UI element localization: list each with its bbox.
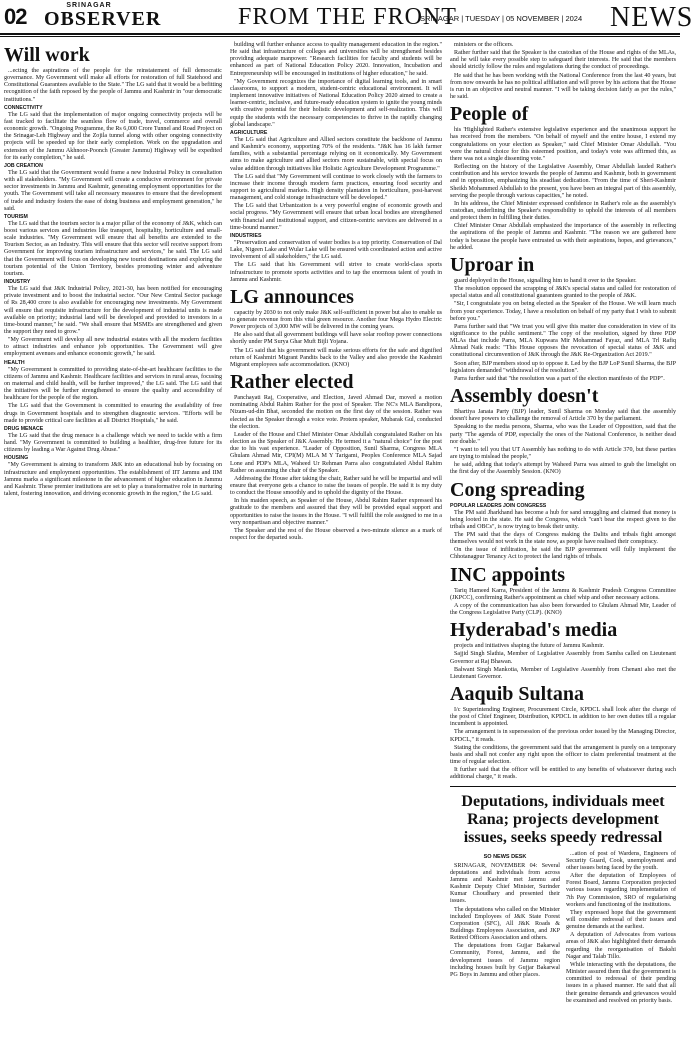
- article-paragraph: Stating the conditions, the government said that the arrangement is purely on a temporary basis and shall not confer any right upon the officer to claim preferential treatment at the time of regular selection.: [450, 744, 676, 766]
- article-paragraph: The LG said that the drug menace is a challenge which we need to tackle with a firm hand. "My Government is committed to building a healthier, drug-free future for its citizens by leading a War Against Drug Abuse.": [4, 432, 222, 454]
- masthead: [0, 0, 693, 36]
- article-paragraph: On the issue of infiltration, he said the BJP government will fully implement the Chhotanagpur Tenancy Act to protect the land rights of tribals.: [450, 547, 676, 561]
- article-paragraph: projects and initiatives shaping the future of Jammu Kashmir.: [454, 643, 605, 650]
- article-paragraph: The deputations who called on the Minister included Employees of J&K State Forest Corporation (SFC), All J&K Roads & Buildings Employees Association, and JKP Retired Officers Association and others.: [450, 906, 560, 942]
- article-paragraph: Sajjid Singh Slathia, Member of Legislative Assembly from Samba called on Lieutenant Governor at Raj Bhawan.: [450, 651, 676, 665]
- headline-aaquib-sultana: Aaquib Sultana: [450, 683, 584, 705]
- article-paragraph: It further said that the officer will be entitled to any benefits of whatsoever during such additional charge," it reads.: [450, 767, 676, 781]
- article-paragraph: Balwant Singh Mankotia, Member of Legislative Assembly from Chenani also met the Lieutenant Governor.: [450, 666, 676, 680]
- article-paragraph: A deputation of Advocates from various areas of J&K also highlighted their demands regarding the reorganisation of Bakshi Nagar and Talab Tillo.: [566, 932, 676, 960]
- deputations-left-col: [450, 851, 560, 1006]
- subhead: HOUSING: [4, 455, 29, 462]
- article-paragraph: Speaking to the media persons, Sharma, who was the Leader of Opposition, said that the party "The agenda of PDP, especially the ones of the National Conference, is neither dead nor doable.": [450, 424, 676, 445]
- headline-hyderabads-media: Hyderabad's media: [450, 619, 618, 642]
- subhead: INDUSTRY: [4, 279, 31, 286]
- article-paragraph: The LG said that the Government is committed to ensuring the availability of free drugs in Government hospitals and to strengthen diagnostic services. "Efforts will be made to provide critical care facilities at all District Hospitals," he said.: [4, 403, 222, 424]
- logo-name: OBSERVER: [44, 8, 162, 30]
- deputations-right-col: [566, 851, 676, 1006]
- subhead: TOURISM: [4, 213, 28, 220]
- article-paragraph: The LG said that the Government would frame a new Industrial Policy in consultation with all stakeholders. "My Government will create a conducive environment for private sector investments in Jammu and Kashmir, generating employment opportunities for the youth. The Government will take all necessary measures to ensure that the development of trade and industry fosters the ease of doing business and employment generation," he said.: [4, 169, 222, 212]
- article-paragraph: building will further enhance access to quality management education in the region." He said that infrastructure of colleges and universities will be strengthened besides providing adequate manpower. "Research facilities for faculty and students will be enhanced as part of National Education Policy 2020. Innovation, Incubation and Entrepreneurship will be encouraged in institutions of higher education," he said.: [230, 42, 442, 77]
- section-title: FROM THE FRONT: [238, 4, 457, 30]
- article-paragraph: The Speaker and the rest of the House observed a two-minute silence as a mark of respect for the departed souls.: [230, 527, 442, 542]
- article-paragraph: While interacting with the deputations, the Minister assured them that the government is committed to redressal of their pending issues in a phased manner. He said that all their genuine demands and grievances would be examined and resolved on priority basis.: [566, 961, 677, 1004]
- article-paragraph: Soon after, BJP members stood up to oppose it. Led by the BJP LoP Sunil Sharma, the BJP legislators demanded "withdrawal of the resolution".: [450, 360, 676, 374]
- article-paragraph: The arrangement is in supersession of the previous order issued by the Managing Director, KPDCL," it reads.: [450, 729, 676, 743]
- article-paragraph: The LG said that Urbanization is a very powerful engine of economic growth and social progress. "My Government will ensure that urban local bodies are strengthened with financial and institutional support, and citizen-centric services are delivered in a time-bound manner.": [230, 203, 442, 231]
- article-paragraph: his 'Highlighted Rather's extensive legislative experience and the unanimous support he has received from the members. "On behalf of myself and the entire house, I extend my congratulations on your election as Speaker," said Chief Minister Omar Abdullah. "You were the natural choice for this esteemed position, and today's vote was affirmed this, as there was not a single dissenting vote.": [450, 127, 676, 162]
- article-paragraph: The LG said that J&K Industrial Policy, 2021-30, has been notified for encouraging private investment and to boost the industrial sector. "Our New Central Sector package of Rs 28,400 crore is also available for encouraging new investments. My Government will ensure that requisite infrastructure for the development of industrial units is made available on priority; industrial land will be developed and provided to investors in a time-bound manner," he said. "We shall ensure that MSMEs are strengthened and given the support they need to grow.": [4, 286, 222, 335]
- article-paragraph: "My Government recognizes the importance of digital learning tools, and in smart classrooms, to support a modern, student-centric educational environment. It will implement innovative initiatives of National Education Policy 2020 aimed to create a learner-centric, inclusive, and future-ready education system to ignite the young minds with creative potential for their holistic development and self-realization. This will equip the students with the necessary competencies to thrive in the rapidly changing global landscape.": [230, 78, 442, 128]
- article-paragraph: "My Government is aiming to transform J&K into an educational hub by focusing on infrastructure and employment opportunities. The establishment of IIT Jammu and IIM Jammu marks a significant milestone in the advancement of higher education in Jammu and Kashmir. These premier institutions are set to play a transformative role in nurturing talent, fostering innovation, and driving economic growth in the region," the LG said.: [4, 462, 222, 497]
- article-paragraph: After the deputation of Employees of Forest Board, Jammu Corporation projected various issues regarding implementation of 7th Pay Commission, SRO of regularising workers and functioning of the institutions.: [566, 873, 676, 908]
- article-paragraph: He also said that all government buildings will have solar rooftop power connections shortly under PM Surya Ghar Muft Bijli Yojana.: [230, 332, 442, 346]
- article-paragraph: SRINAGAR, NOVEMBER 04: Several deputations and individuals from across Jammu and Kashmir met Jammu and Kashmir Deputy Chief Minister, Surinder Kumar Choudhary and presented their issues.: [450, 862, 560, 905]
- article-paragraph: The resolution opposed the scrapping of J&K's special status and called for restoration of special status and all constitutional guarantees granted to the people of J&K.: [450, 286, 676, 300]
- headline-will-work: Will work: [4, 44, 90, 66]
- subhead: AGRICULTURE: [230, 129, 268, 136]
- article-paragraph: Addressing the House after taking the chair, Rather said he will be impartial and will ensure that everyone gets a chance to raise the issues of people. He said it is my duty to conduct the House smoothly and to uphold the dignity of the House.: [230, 475, 442, 497]
- subhead: JOB CREATION: [4, 162, 43, 169]
- article-paragraph: The LG said that his government will make serious efforts for the safe and dignified return of Kashmiri Migrant Pandits back to the Valley and also provide the Kashmiri Migrant employees safe accommodation. (KNO): [230, 347, 442, 368]
- article-paragraph: ministers or the officers.: [454, 42, 514, 48]
- headline-uproar-in: Uproar in: [450, 253, 535, 276]
- article-paragraph: Leader of the House and Chief Minister Omar Abdullah congratulated Rather on his election as the Speaker of J&K Assembly. He termed it a "natural choice" for the post due to his vast experience. "Leader of Opposition, Sunil Sharma, Congress MLA Ghulam Ahmad Mir, CPI(M) MLA M Y Tarigami, Peoples Conference MLA Sajad Lone and PDP's MLA, Waheed Ur Rehman Parra also congratulated Abdul Rahim Rather on assuming the chair of the Speaker.: [230, 431, 442, 474]
- article-paragraph: "I want to tell you that UT Assembly has nothing to do with Article 370, but these parties are trying to mislead the people,": [450, 446, 676, 461]
- masthead-rule: [0, 33, 680, 35]
- divider: [450, 786, 676, 787]
- article-paragraph: Bhartiya Janata Party (BJP) leader, Sunil Sharma on Monday said that the assembly doesn't have powers to challenge the removal of Article 370 by the parliament.: [450, 409, 676, 423]
- article-paragraph: he said, adding that today's attempt by Waheed Parra was aimed to grab the limelight on the first day of the Assembly Session. (KNO): [450, 462, 676, 476]
- headline-people-of: People of: [450, 103, 529, 126]
- article-paragraph: Panchayati Raj, Cooperative, and Election, Javed Ahmad Dar, moved a motion nominating Abdul Rahim Rather for the post of Speaker. The NC's MLA Bandipora, Nizam-ud-din Bhat, seconded the motion on the first day of the session. Rather was elected as the Speaker through a voice vote. Protem speaker, Mubarak Gul, conducted the election.: [230, 395, 442, 430]
- article-paragraph: In his address, the Chief Minister expressed confidence in Rather's role as the assembly's custodian, underlining the Speaker's responsibility to uphold the interests of all members and protect them in fulfilling their duties.: [450, 200, 676, 222]
- subhead: INDUSTRIES: [230, 232, 262, 239]
- article-paragraph: "Sir, I congratulate you on being elected as the Speaker of the House. We will learn much from your experience. Today, I have a resolution on behalf of my party that I wish to submit before you.": [450, 301, 676, 322]
- headline-cong-spreading: Cong spreading: [450, 478, 585, 501]
- article-paragraph: "Preservation and conservation of water bodies is a top priority. Conservation of Dal Lake, Nigeen Lake and Wular Lake will be ensured with coordinated action and active involvement of all stakeholders," the LG said.: [230, 239, 442, 261]
- article-paragraph: Reflecting on the history of the Legislative Assembly, Omar Abdullah lauded Rather's contribution and his service towards the people of Jammu and Kashmir, both in government and in opposition, emphasizing his steadfast dedication. "From the time of Sheri-Kashmir Sheikh Mohammed Abdullah to the present, you have been an integral part of this assembly, serving the people through various capacities," he noted.: [450, 164, 676, 199]
- dateline: SRINAGAR | TUESDAY | 05 NOVEMBER | 2024: [420, 14, 583, 23]
- article-paragraph: The LG said that the implementation of major ongoing connectivity projects will be fast tracked to facilitate the seamless flow of trade, travel, commerce and overall economic growth. "Ongoing Programme, the Rs 6,000 Crore Tunnel and Road Project on the Srinagar-Leh Highway and the Zojila tunnel along with other ongoing connectivity projects will be speeded up for their early completion. Work on the upgradation and extension of the Jammu Akhnoor-Poonch (Greater Jammu) Highway will be expedited for its early completion," he said.: [4, 111, 222, 161]
- deputations-article: [450, 851, 676, 1006]
- byline: SO NEWS DESK: [483, 853, 527, 860]
- article-paragraph: Parra further said that "the resolution was a part of the election manifesto of the PDP".: [454, 375, 665, 382]
- page-number: 02: [4, 4, 27, 29]
- article-paragraph: The PM said that the days of Congress making the Dalits and tribals fight amongst themselves would not work in the state now, as people have realised their conspiracy.: [450, 531, 676, 546]
- column-2: [230, 42, 442, 1040]
- article-paragraph: "My Government is committed to providing state-of-the-art healthcare facilities to the citizens of Jammu and Kashmir. Healthcare facilities and services in rural areas, focusing on maternal and child health, will be further improved," the LG said. The LG said that the initiatives will be further strengthened to ensure the quality and accessibility of healthcare for the people of the region.: [4, 366, 222, 402]
- article-paragraph: Tariq Hameed Karra, President of the Jammu & Kashmir Pradesh Congress Committee (JKPCC), confirming Rather's appointment as chief whip and other necessary actions.: [450, 587, 676, 601]
- article-paragraph: I/c Superintending Engineer, Procurement Circle, KPDCL shall look after the charge of the post of Chief Engineer, Distribution, KPDCL in addition to her own duties till a regular incumbent is appointed.: [450, 707, 676, 728]
- article-paragraph: ...ecting the aspirations of the people for the reinstatement of full democratic governance. My Government will make all efforts for restoration of full Statehood and Constitutional Guarantees available to the State." The LG said that it would be a befitting recognition of the faith reposed by the people of Jammu and Kashmir in "our democratic institutions.": [4, 68, 222, 103]
- article-paragraph: They expressed hope that the government will consider redressal of their issues and genuine demands at the earliest.: [566, 909, 676, 931]
- article-paragraph: The LG said that the tourism sector is a major pillar of the economy of J&K, which can boost various services and industries like transport, hospitality, horticulture and small-scale industries. "My Government will ensure that all benefits are extended to the Tourism Sector, as an Industry. This will ensure that this sector will receive support from Government for improving tourism infrastructure and services," he said. The LG said that the Government will focus on developing new tourist destinations and exploring the tourism potential of the Union Territory, besides promoting winter and adventure tourism.: [4, 220, 222, 277]
- headline-lg-announces: LG announces: [230, 285, 354, 308]
- article-paragraph: guard deployed in the House, signalling him to hand it over to the Speaker.: [454, 277, 637, 284]
- article-paragraph: In his maiden speech, as Speaker of the House, Abdul Rahim Rather expressed his gratitude to the members and assured that they will be provided equal support and opportunities to raise the issues in the House. "I will fulfill the role assigned to me in a very nonpartisan and objective manner.": [230, 498, 442, 526]
- subhead: DRUG MENACE: [4, 425, 44, 432]
- section-label: NEWS: [610, 2, 693, 33]
- column-3: [450, 42, 676, 1040]
- logo-city: SRINAGAR: [66, 2, 112, 9]
- subhead: POPULAR LEADERS JOIN CONGRESS: [450, 502, 547, 509]
- headline-inc-appoints: INC appoints: [450, 563, 566, 586]
- article-paragraph: ...ation of post of Wardens, Engineers of Security Guard, Cook, unemployment and other issues being faced by the youth.: [566, 850, 676, 871]
- article-paragraph: The PM said Jharkhand has become a hub for sand smuggling and claimed that money is being looted in the state. He said the Congress, which "can't bear the respect given to the tribals and OBCs", is now trying to break their unity.: [450, 509, 676, 530]
- article-paragraph: "My Government will develop all new industrial estates with all the modern facilities to attract industries and enhance job opportunities. The Government will give employment avenues and enhance economic growth," he said.: [4, 337, 222, 358]
- article-paragraph: The LG said that Agriculture and Allied sectors constitute the backbone of Jammu and Kashmir's economy, supporting 70% of the residents. "J&K has 16 lakh farmer families, with a substantial percentage relying on it economically. My Government aims to make agriculture and allied sectors more sustainable, with special focus on value addition through initiatives like Holistic Agriculture Development Programme.": [230, 136, 442, 172]
- article-paragraph: capacity by 2030 to not only make J&K self-sufficient in power but also to enable us to generate revenue from this vital green resource. Another four Mega Hydro Electric Power projects of 3,000 MW will be delivered in the coming years.: [230, 309, 442, 331]
- headline-rather-elected: Rather elected: [230, 371, 354, 394]
- article-paragraph: A copy of the communication has also been forwarded to Ghulam Ahmad Mir, Leader of the Congress Legislative Party (CLP). (KNO): [450, 602, 676, 617]
- headline-deputations: Deputations, individuals meet Rana; projects development issues, seeks speedy redressal: [461, 792, 665, 846]
- article-paragraph: The deputations from Gujjar Bakarwal Community, Forest, Jammu, and the development issues of Jammu region including houses built by Gujjar Bakarwal PG Boys in Jammu and other places.: [450, 943, 560, 978]
- subhead: CONNECTIVITY: [4, 104, 43, 111]
- column-1: [4, 42, 222, 1040]
- headline-assembly-doesnt: Assembly doesn't: [450, 385, 599, 408]
- subhead: HEALTH: [4, 359, 25, 366]
- article-paragraph: The LG said that "My Government will continue to work closely with the farmers to increase their income through modern farm practices, ensuring food security and support to agricultural markets. High density plantation in horticulture, post-harvest management, and cold storage infrastructure will be developed.": [230, 173, 442, 202]
- article-paragraph: The LG said that his Government will strive to create world-class sports infrastructure to promote sports activities and to tap the enormous talent of youth in Jammu and Kashmir.: [230, 262, 442, 283]
- article-paragraph: Chief Minister Omar Abdullah emphasized the importance of the assembly in reflecting the aspirations of the people of Jammu and Kashmir. "The reason we are gathered here today is because the people have entrusted us with their aspirations, hopes, and grievances," he added.: [450, 223, 676, 251]
- newspaper-logo: [44, 2, 162, 30]
- article-paragraph: Rather further said that the Speaker is the custodian of the House and rights of the MLAs, and he will take every possible step to safeguard their interests. He said that the members should strictly follow the rules and regulations during the conduct of proceedings.: [450, 50, 676, 71]
- article-paragraph: He said that he has been working with the National Conference from the last 40 years, but from now onwards he has no political affiliation and will prove by his actions that the House is run in an objective and neutral manner. "I will be taking decision fairly as per the rules," he said.: [450, 72, 676, 101]
- masthead-rule-thin: [0, 36, 680, 37]
- article-paragraph: Parra further said that "We trust you will give this matter due consideration in view of its significance to the public sentiment." The copy of the resolution, signed by three PDP MLAs that include Parra, MLA Kupwara Mir Mohammad Fayaz, and MLA Trl Rafiq Ahmad Naik reads: "This House opposes the revocation of special status of J&K and constitutional circumvention of J&K through the J&K Re-Organization Act 2019.": [450, 323, 676, 359]
